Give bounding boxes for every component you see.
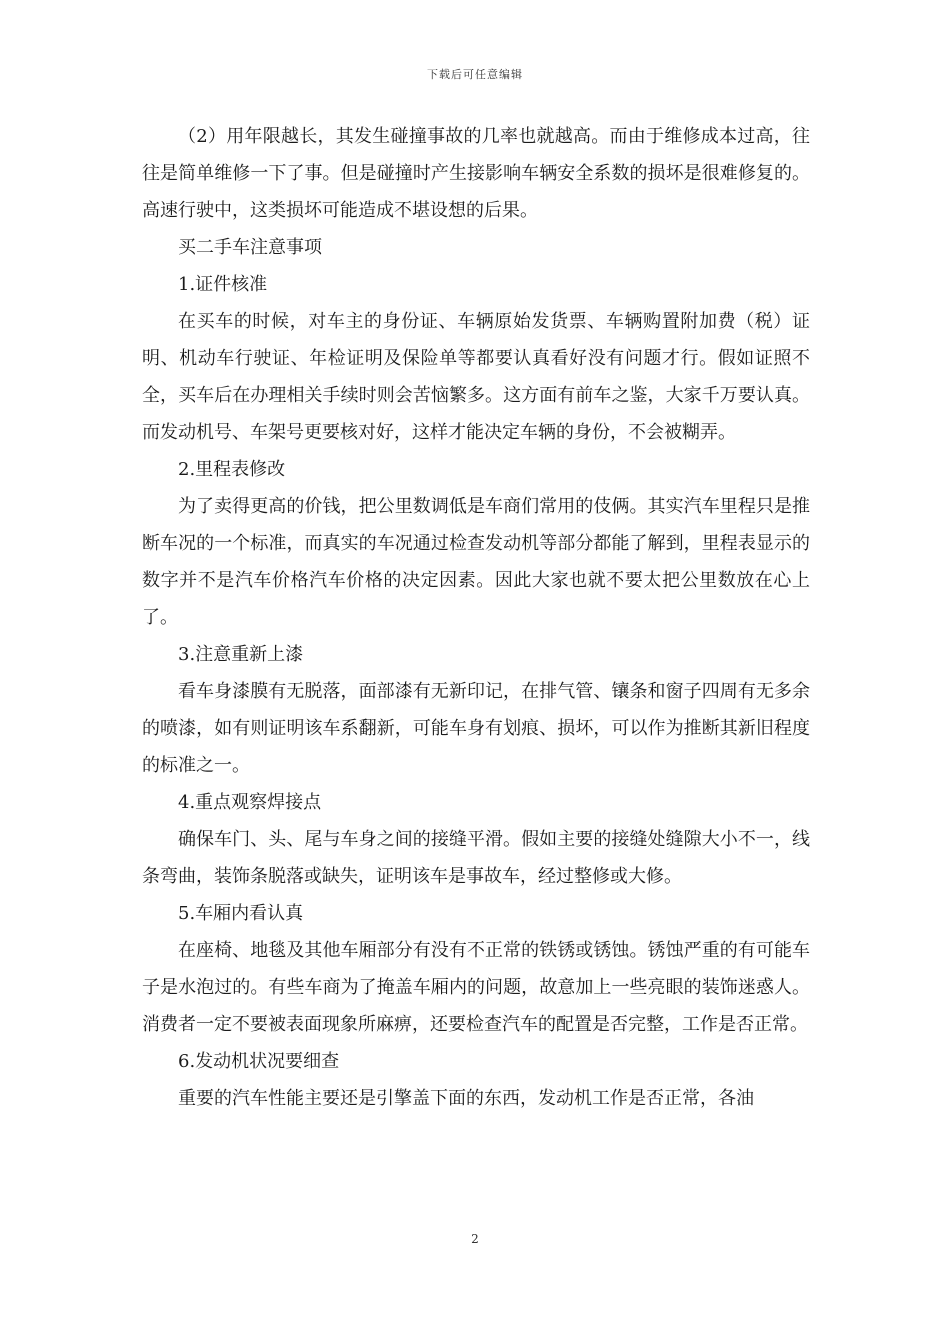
paragraph-interior: 在座椅、地毯及其他车厢部分有没有不正常的铁锈或锈蚀。锈蚀严重的有可能车子是水泡过的。有些车商为了掩盖车厢内的问题，故意加上一些亮眼的装饰迷惑人。消费者一定不要被表面现象所麻痹，还要检查汽车的配置是否完整，工作是否正常。 — [142, 940, 810, 1035]
item-heading-4: 4.重点观察焊接点 — [178, 792, 322, 813]
item-heading-2: 2.里程表修改 — [178, 459, 286, 480]
page-number: 2 — [471, 1232, 479, 1246]
paragraph-engine: 重要的汽车性能主要还是引擎盖下面的东西，发动机工作是否正常，各油 — [178, 1088, 754, 1109]
paragraph-odometer: 为了卖得更高的价钱，把公里数调低是车商们常用的伎俩。其实汽车里程只是推断车况的一个标准，而真实的车况通过检查发动机等部分都能了解到，里程表显示的数字并不是汽车价格汽车价格的决定因素。因此大家也就不要太把公里数放在心上了。 — [142, 496, 810, 628]
page-header: 下载后可任意编辑 — [427, 68, 523, 81]
paragraph-documents: 在买车的时候，对车主的身份证、车辆原始发货票、车辆购置附加费（税）证明、机动车行驶证、年检证明及保险单等都要认真看好没有问题才行。假如证照不全，买车后在办理相关手续时则会苦恼繁多。这方面有前车之鉴，大家千万要认真。而发动机号、车架号更要核对好，这样才能决定车辆的身份，不会被糊弄。 — [142, 311, 810, 443]
item-heading-6: 6.发动机状况要细查 — [178, 1051, 340, 1072]
section-heading: 买二手车注意事项 — [178, 237, 322, 258]
item-heading-1: 1.证件核准 — [178, 274, 268, 295]
document-body — [142, 118, 810, 1117]
paragraph-repaint: 看车身漆膜有无脱落，面部漆有无新印记，在排气管、镶条和窗子四周有无多余的喷漆，如有则证明该车系翻新，可能车身有划痕、损坏，可以作为推断其新旧程度的标准之一。 — [142, 681, 810, 776]
item-heading-5: 5.车厢内看认真 — [178, 903, 304, 924]
paragraph-accident-risk: （2）用年限越长，其发生碰撞事故的几率也就越高。而由于维修成本过高，往往是简单维修一下了事。但是碰撞时产生接影响车辆安全系数的损坏是很难修复的。高速行驶中，这类损坏可能造成不堪设想的后果。 — [142, 126, 810, 221]
item-heading-3: 3.注意重新上漆 — [178, 644, 304, 665]
paragraph-welds: 确保车门、头、尾与车身之间的接缝平滑。假如主要的接缝处缝隙大小不一，线条弯曲，装饰条脱落或缺失，证明该车是事故车，经过整修或大修。 — [142, 829, 810, 887]
